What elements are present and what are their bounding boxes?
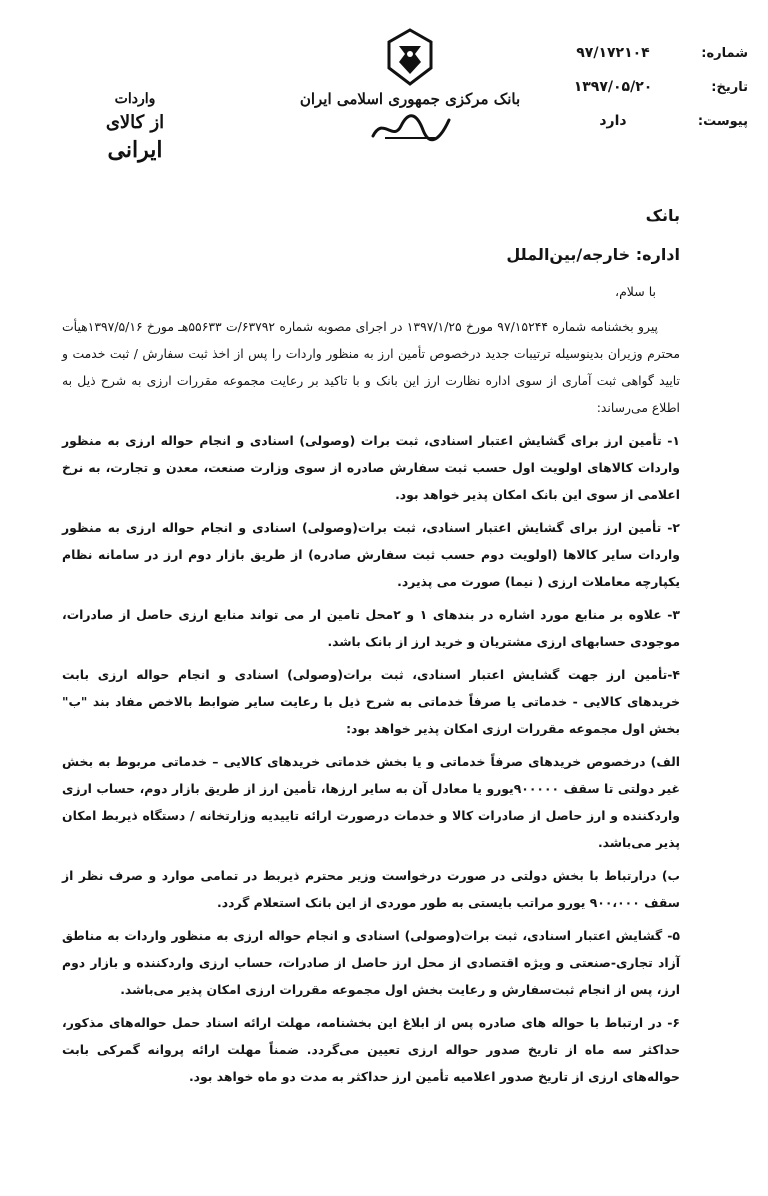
department: اداره: خارجه/بین‌الملل [506, 245, 680, 264]
import-stamp [92, 88, 178, 164]
paragraph-clause-3: ۳- علاوه بر منابع مورد اشاره در بندهای ۱ و ۲محل تامین ار می تواند منابع ارزی حاصل از صادرات، موجودی حسابهای ارزی مشتریان و خرید ارز از بانک باشد. [62, 607, 680, 649]
paragraph-clause-6: ۶- در ارتباط با حواله های صادره پس از ابلاغ این بخشنامه، مهلت ارائه اسناد حمل حواله‌های مذکور، حداکثر سه ماه از تاریخ صدور حواله ارزی تعیین می‌گردد. ضمناً مهلت ارائه پروانه گمرکی بابت حواله‌های ارزی از تاریخ صدور اعلامیه تأمین ارز حداکثر به مدت دو ماه خواهد بود. [62, 1015, 680, 1084]
paragraph-intro: پیرو بخشنامه شماره ۹۷/۱۵۲۴۴ مورخ ۱۳۹۷/۱/۲۵ در اجرای مصوبه شماره ۶۳۷۹۲/ت ۵۵۶۳۳هـ مورخ ۱۳۹۷/۵/۱۶هیأت محترم وزیران بدینوسیله ترتیبات جدید درخصوص تأمین ارز به منظور واردات را پس از اخذ ثبت سفارش / ثبت خدمت و تایید گواهی ثبت آماری از سوی اداره نظارت ارز این بانک و با تاکید بر رعایت مجموعه مقررات ارزی به شرح ذیل به اطلاع می‌رساند: [62, 319, 680, 415]
paragraph-clause-5: ۵- گشایش اعتبار اسنادی، ثبت برات(وصولی) اسنادی و انجام حواله ارزی به منظور واردات به مناطق آزاد تجاری-صنعتی و ویژه اقتصادی از محل ارز حاصل از صادرات، حساب ارزی واردکننده و بازار دوم ارز، پس از انجام ثبت‌سفارش و رعایت بخش اول مجموعه مقررات ارزی امکان پذیر می‌باشد. [62, 928, 680, 997]
paragraph-clause-1: ۱- تأمین ارز برای گشایش اعتبار اسنادی، ثبت برات (وصولی) اسنادی و انجام حواله ارزی به منظور واردات کالاهای اولویت اول حسب ثبت سفارش صادره از سوی وزارت صنعت، معدن و تجارت، به نرخ اعلامی از سوی این بانک امکان پذیر خواهد بود. [62, 433, 680, 502]
date-value: ۱۳۹۷/۰۵/۲۰ [573, 79, 653, 95]
attachment-label: پیوست: [697, 113, 748, 129]
signature-icon [365, 108, 455, 148]
number-label: شماره: [701, 45, 748, 61]
number-value: ۹۷/۱۷۲۱۰۴ [576, 45, 650, 61]
bank-name: بانک مرکزی جمهوری اسلامی ایران [299, 90, 521, 108]
letter-body [62, 206, 680, 1096]
greeting: با سلام، [615, 284, 656, 299]
paragraph-clause-4a: الف) درخصوص خریدهای صرفاً خدماتی و یا بخش خدماتی خریدهای کالایی – خدماتی مربوط به بخش غیر دولتی تا سقف ۹۰۰۰۰۰یورو یا معادل آن به سایر ارزها، تأمین ارز از طریق بازار دوم، حساب ارزی واردکننده و ارز حاصل از صادرات کالا و خدمات درصورت ارائه تاییدیه وزارتخانه / دستگاه ذیربط امکان پذیر می‌باشد. [62, 754, 680, 850]
stamp-line-3: ایرانی [107, 137, 163, 163]
paragraph-clause-4: ۴-تأمین ارز جهت گشایش اعتبار اسنادی، ثبت برات(وصولی) اسنادی و انجام حواله ارزی بابت خریدهای کالایی - خدماتی یا صرفاً خدماتی به شرح ذیل با رعایت سایر ضوابط بالاخص مفاد بند "ب" بخش اول مجموعه مقررات ارزی امکان پذیر خواهد بود: [62, 667, 680, 736]
meta-attachment-row [538, 104, 748, 138]
stamp-line-2: از کالای [105, 112, 165, 133]
paragraph-clause-4b: ب) درارتباط با بخش دولتی در صورت درخواست وزیر محترم ذیربط در تمامی موارد و صرف نظر از سقف ۹۰۰،۰۰۰ یورو مراتب بایستی به طور موردی از این بانک استعلام گردد. [62, 868, 680, 910]
meta-date-row [538, 70, 748, 104]
paragraph-clause-2: ۲- تأمین ارز برای گشایش اعتبار اسنادی، ثبت برات(وصولی) اسنادی و انجام حواله ارزی به منظور واردات سایر کالاها (اولویت دوم حسب ثبت سفارش صادره) از طریق بازار دوم ارز در سامانه نظام یکپارچه معاملات ارزی ( نیما) صورت می پذیرد. [62, 520, 680, 589]
meta-number-row [538, 36, 748, 70]
letter-meta [538, 36, 748, 138]
stamp-line-1: واردات [114, 91, 156, 107]
attachment-value: دارد [599, 113, 627, 129]
date-label: تاریخ: [711, 79, 748, 95]
addressee: بانک [645, 206, 680, 225]
bank-logo-block [290, 28, 530, 148]
central-bank-emblem-icon [385, 28, 435, 86]
